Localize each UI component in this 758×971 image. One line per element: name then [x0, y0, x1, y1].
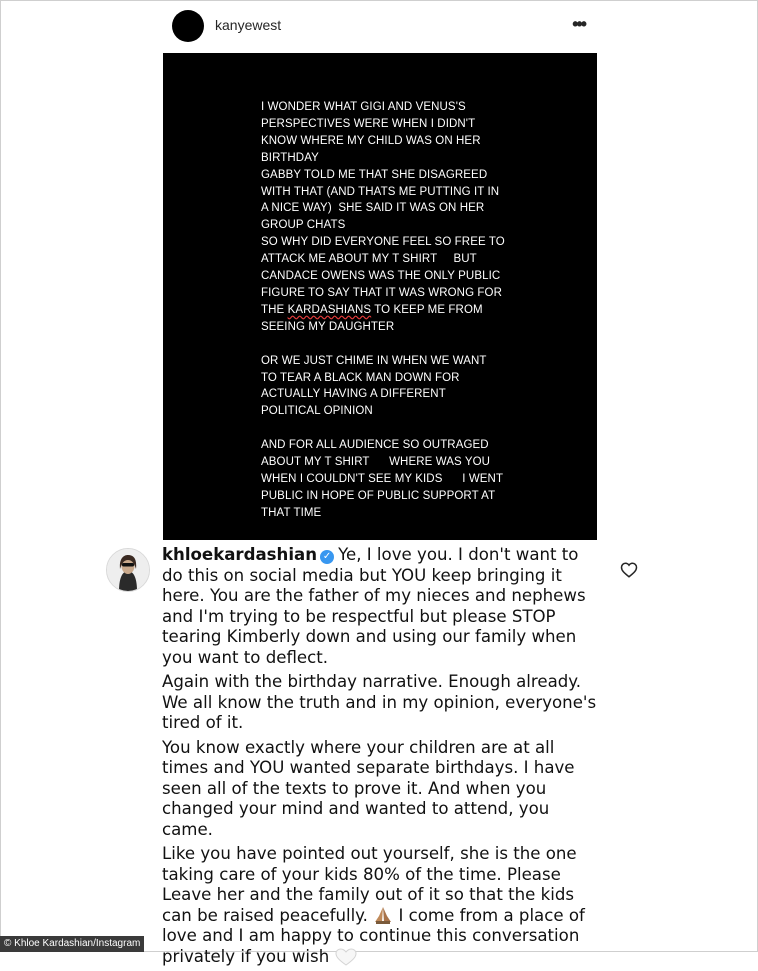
commenter-avatar[interactable] [106, 548, 150, 592]
post-username[interactable]: kanyewest [215, 17, 282, 33]
comment-text: Ye, I love you. I don't want to do this on social media but YOU keep bringing it here. You are the father of my nieces and nephews and I'm trying to be respectful but please STOP tearing Kimberly down and using our family when you want to deflect. [162, 545, 586, 667]
misspelled-word: KARDASHIANS [287, 303, 372, 316]
story-line: WHEN I COULDN'T SEE MY KIDS I WENT [261, 472, 504, 485]
comment-text: Like you have pointed out yourself, she is the one taking care of your kids 80% of the time. Please Leave her and the family out of it so that the kids can be raised peacefully. [162, 844, 577, 925]
story-image [163, 53, 597, 540]
story-text [261, 99, 561, 522]
heart-icon[interactable] [620, 561, 638, 579]
story-line: THAT TIME [261, 506, 322, 519]
story-line: I WONDER WHAT GIGI AND VENUS'S [261, 101, 466, 113]
image-credit: © Khloe Kardashian/Instagram [0, 936, 144, 952]
story-line: PUBLIC IN HOPE OF PUBLIC SUPPORT AT [261, 489, 496, 502]
white-heart-icon [335, 948, 357, 966]
verified-icon: ✓ [320, 550, 334, 564]
story-line: GROUP CHATS [261, 219, 346, 232]
avatar[interactable] [172, 10, 204, 42]
comment [162, 545, 602, 971]
story-line: SO WHY DID EVERYONE FEEL SO FREE TO [261, 236, 505, 249]
post-header [170, 8, 600, 44]
story-line: GABBY TOLD ME THAT SHE DISAGREED [261, 168, 488, 181]
pray-icon [373, 906, 393, 924]
story-line: ABOUT MY T SHIRT WHERE WAS YOU [261, 456, 491, 469]
story-line: CANDACE OWENS WAS THE ONLY PUBLIC [261, 270, 501, 283]
story-line: OR WE JUST CHIME IN WHEN WE WANT [261, 354, 487, 367]
comment-paragraph [162, 545, 602, 668]
story-line: BIRTHDAY [261, 151, 319, 164]
story-line: SEEING MY DAUGHTER [261, 320, 395, 333]
story-line: ACTUALLY HAVING A DIFFERENT [261, 388, 446, 401]
comment-paragraph: Again with the birthday narrative. Enough already. We all know the truth and in my opinion, everyone's tired of it. [162, 672, 597, 732]
story-line: PERSPECTIVES WERE WHEN I DIDN'T [261, 117, 476, 130]
story-line: THE [261, 303, 285, 316]
commenter-username[interactable]: khloekardashian [162, 545, 318, 564]
story-line: POLITICAL OPINION [261, 405, 373, 418]
story-line: KNOW WHERE MY CHILD WAS ON HER [261, 134, 481, 147]
story-line: TO TEAR A BLACK MAN DOWN FOR [261, 371, 460, 384]
more-icon[interactable]: ••• [572, 14, 585, 34]
story-line: AND FOR ALL AUDIENCE SO OUTRAGED [261, 439, 489, 452]
comment-text: I come from a place of love and I am happy to continue this conversation privately if you wish [162, 905, 585, 966]
comment-paragraph: You know exactly where your children are at all times and YOU wanted separate birthdays. I have seen all of the texts to prove it. And when you changed your mind and wanted to attend, you came. [162, 737, 575, 839]
comment-paragraph [162, 844, 602, 967]
story-line: ATTACK ME ABOUT MY T SHIRT BUT [261, 253, 477, 266]
story-line: A NICE WAY) SHE SAID IT WAS ON HER [261, 202, 485, 215]
story-line: FIGURE TO SAY THAT IT WAS WRONG FOR [261, 286, 502, 299]
story-line: TO KEEP ME FROM [374, 303, 483, 316]
story-line: WITH THAT (AND THATS ME PUTTING IT IN [261, 185, 500, 198]
